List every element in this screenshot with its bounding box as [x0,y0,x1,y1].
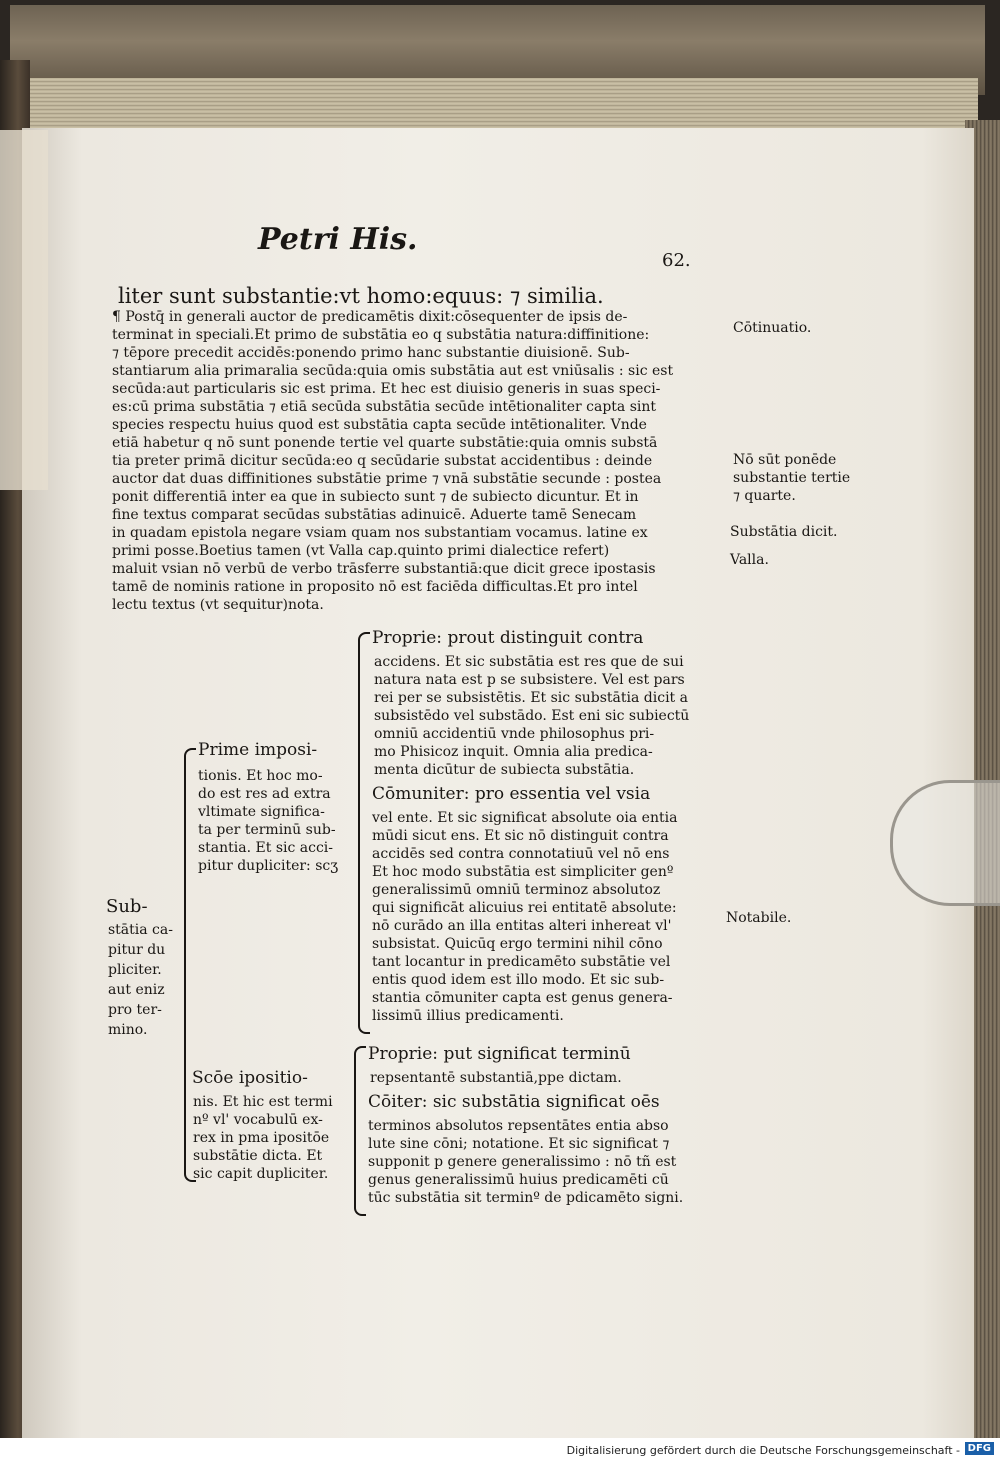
root-line: pliciter. [108,962,162,978]
paragraph-line: terminat in speciali.Et primo de substātia eo q substātia natura:diffinitione: [112,327,650,343]
folio-number: 62. [662,250,691,271]
secunde-line: nº vl' vocabulū ex- [193,1112,323,1128]
prime-line: ta per terminū sub- [198,822,336,838]
secunde-impositionis-title: Scōe ipositio- [192,1068,308,1088]
prime-brace [358,632,370,1034]
communiter-line: lute sine cōni; notatione. Et sic significat ⁊ [368,1136,670,1152]
margin-note-valla: Valla. [730,552,769,568]
prime-line: stantia. Et sic acci- [198,840,334,856]
proprie-line: repsentantē substantiā,ppe dictam. [370,1070,622,1086]
communiter-line: stantia cōmuniter capta est genus genera- [372,990,673,1006]
prime-line: tionis. Et hoc mo- [198,768,323,784]
communiter-line: terminos absolutos repsentātes entia abso [368,1118,669,1134]
root-line: aut eniz [108,982,165,998]
proprie-title: Proprie: put significat terminū [368,1044,631,1064]
communiter-line: subsistat. Quicūq ergo termini nihil cōno [372,936,663,952]
paragraph-line: ¶ Postq̄ in generali auctor de predicamētis dixit:cōsequenter de ipsis de- [112,309,628,325]
opening-line: liter sunt substantie:vt homo:equus: ⁊ similia. [118,284,604,308]
facing-leaf-strip [0,130,48,490]
communiter-line: accidēs sed contra connotatiuū vel nō ens [372,846,670,862]
root-line: pitur du [108,942,166,958]
paragraph-line: es:cū prima substātia ⁊ etiā secūda substātia secūde intētionaliter capta sint [112,399,657,415]
secunde-line: sic capit dupliciter. [193,1166,329,1182]
prime-impositionis-title: Prime imposi- [198,740,318,760]
communiter-line: vel ente. Et sic significat absolute oia entia [372,810,678,826]
communiter-line: entis quod idem est illo modo. Et sic sub- [372,972,665,988]
paragraph-line: species respectu huius quod est substātia capta secūde intētionaliter. Vnde [112,417,647,433]
running-title: Petri His. [258,222,418,257]
paragraph-line: tia preter primā dicitur secūda:eo q secūdarie substat accidentibus : deinde [112,453,653,469]
secunde-line: nis. Et hic est termi [193,1094,333,1110]
digitization-footer [0,1438,1000,1463]
proprie-line: accidens. Et sic substātia est res que de sui [374,654,684,670]
communiter-line: tūc substātia sit terminº de pdicamēto signi. [368,1190,684,1206]
prime-line: vltimate significa- [198,804,325,820]
secunde-brace [354,1046,366,1216]
communiter-line: qui significāt alicuius rei entitatē absolute: [372,900,677,916]
root-line: pro ter- [108,1002,162,1018]
communiter-line: mūdi sicut ens. Et sic nō distinguit contra [372,828,669,844]
funding-credit: Digitalisierung gefördert durch die Deutsche Forschungsgemeinschaft - [566,1444,960,1457]
paragraph-line: secūda:aut particularis sic est prima. Et hec est diuisio generis in suas speci- [112,381,661,397]
secunde-line: substātie dicta. Et [193,1148,323,1164]
communiter-title: Cōmuniter: pro essentia vel vsia [372,784,651,804]
dfg-logo: DFG [965,1442,994,1455]
margin-note-substantia-dicit: Substātia dicit. [730,524,838,540]
proprie-line: omniū accidentiū vnde philosophus pri- [374,726,655,742]
margin-note-continuatio: Cōtinuatio. [733,320,812,336]
paragraph-line: ponit differentiā inter ea que in subiecto sunt ⁊ de subiecto dicuntur. Et in [112,489,639,505]
communiter-line: Et hoc modo substātia est simpliciter genº [372,864,674,880]
page-clip [890,780,1000,906]
paragraph-line: lectu textus (vt sequitur)nota. [112,597,324,613]
root-line: Sub- [106,896,148,917]
paragraph-line: ⁊ tēpore precedit accidēs:ponendo primo hanc substantie diuisionē. Sub- [112,345,630,361]
communiter-title: Cōiter: sic substātia significat oēs [368,1092,660,1112]
communiter-line: lissimū illius predicamenti. [372,1008,564,1024]
proprie-line: mo Phisicoz inquit. Omnia alia predica- [374,744,653,760]
communiter-line: supponit p genere generalissimo : nō tñ est [368,1154,677,1170]
secunde-line: rex in pma ipositōe [193,1130,330,1146]
paragraph-line: primi posse.Boetius tamen (vt Valla cap.quinto primi dialectice refert) [112,543,610,559]
root-line: stātia ca- [108,922,173,938]
paragraph-line: maluit vsian nō verbū de verbo trāsferre substantiā:que dicit grece ipostasis [112,561,656,577]
communiter-line: nō curādo an illa entitas alteri inhereat vl' [372,918,672,934]
paragraph-line: etiā habetur q nō sunt ponende tertie vel quarte substātie:quia omnis substā [112,435,658,451]
prime-line: pitur dupliciter: scʒ [198,858,339,874]
paragraph-line: tamē de nominis ratione in proposito nō est faciēda difficultas.Et pro intel [112,579,638,595]
paragraph-line: auctor dat duas diffinitiones substātie prime ⁊ vnā substātie secunde : postea [112,471,662,487]
paragraph-line: in quadam epistola negare vsiam quam nos substantiam vocamus. latine ex [112,525,648,541]
paragraph-line: stantiarum alia primaralia secūda:quia omis substātia aut est vniūsalis : sic est [112,363,674,379]
margin-note-non-sunt: ⁊ quarte. [733,488,796,504]
proprie-line: natura nata est p se subsistere. Vel est pars [374,672,685,688]
proprie-title: Proprie: prout distinguit contra [372,628,644,648]
communiter-line: genus generalissimū huius predicamēti cū [368,1172,669,1188]
communiter-line: generalissimū omniū terminoz absolutoz [372,882,661,898]
prime-line: do est res ad extra [198,786,331,802]
communiter-line: tant locantur in predicamēto substātie vel [372,954,671,970]
root-line: mino. [108,1022,148,1038]
proprie-line: subsistēdo vel substādo. Est eni sic subiectū [374,708,690,724]
margin-note-non-sunt: Nō sūt ponēde [733,452,837,468]
proprie-line: rei per se subsistētis. Et sic substātia dicit a [374,690,688,706]
paragraph-line: fine textus comparat secūdas substātias adinuicē. Aduerte tamē Senecam [112,507,637,523]
proprie-line: menta dicūtur de subiecta substātia. [374,762,635,778]
margin-note-notabile: Notabile. [726,910,792,926]
margin-note-non-sunt: substantie tertie [733,470,851,486]
